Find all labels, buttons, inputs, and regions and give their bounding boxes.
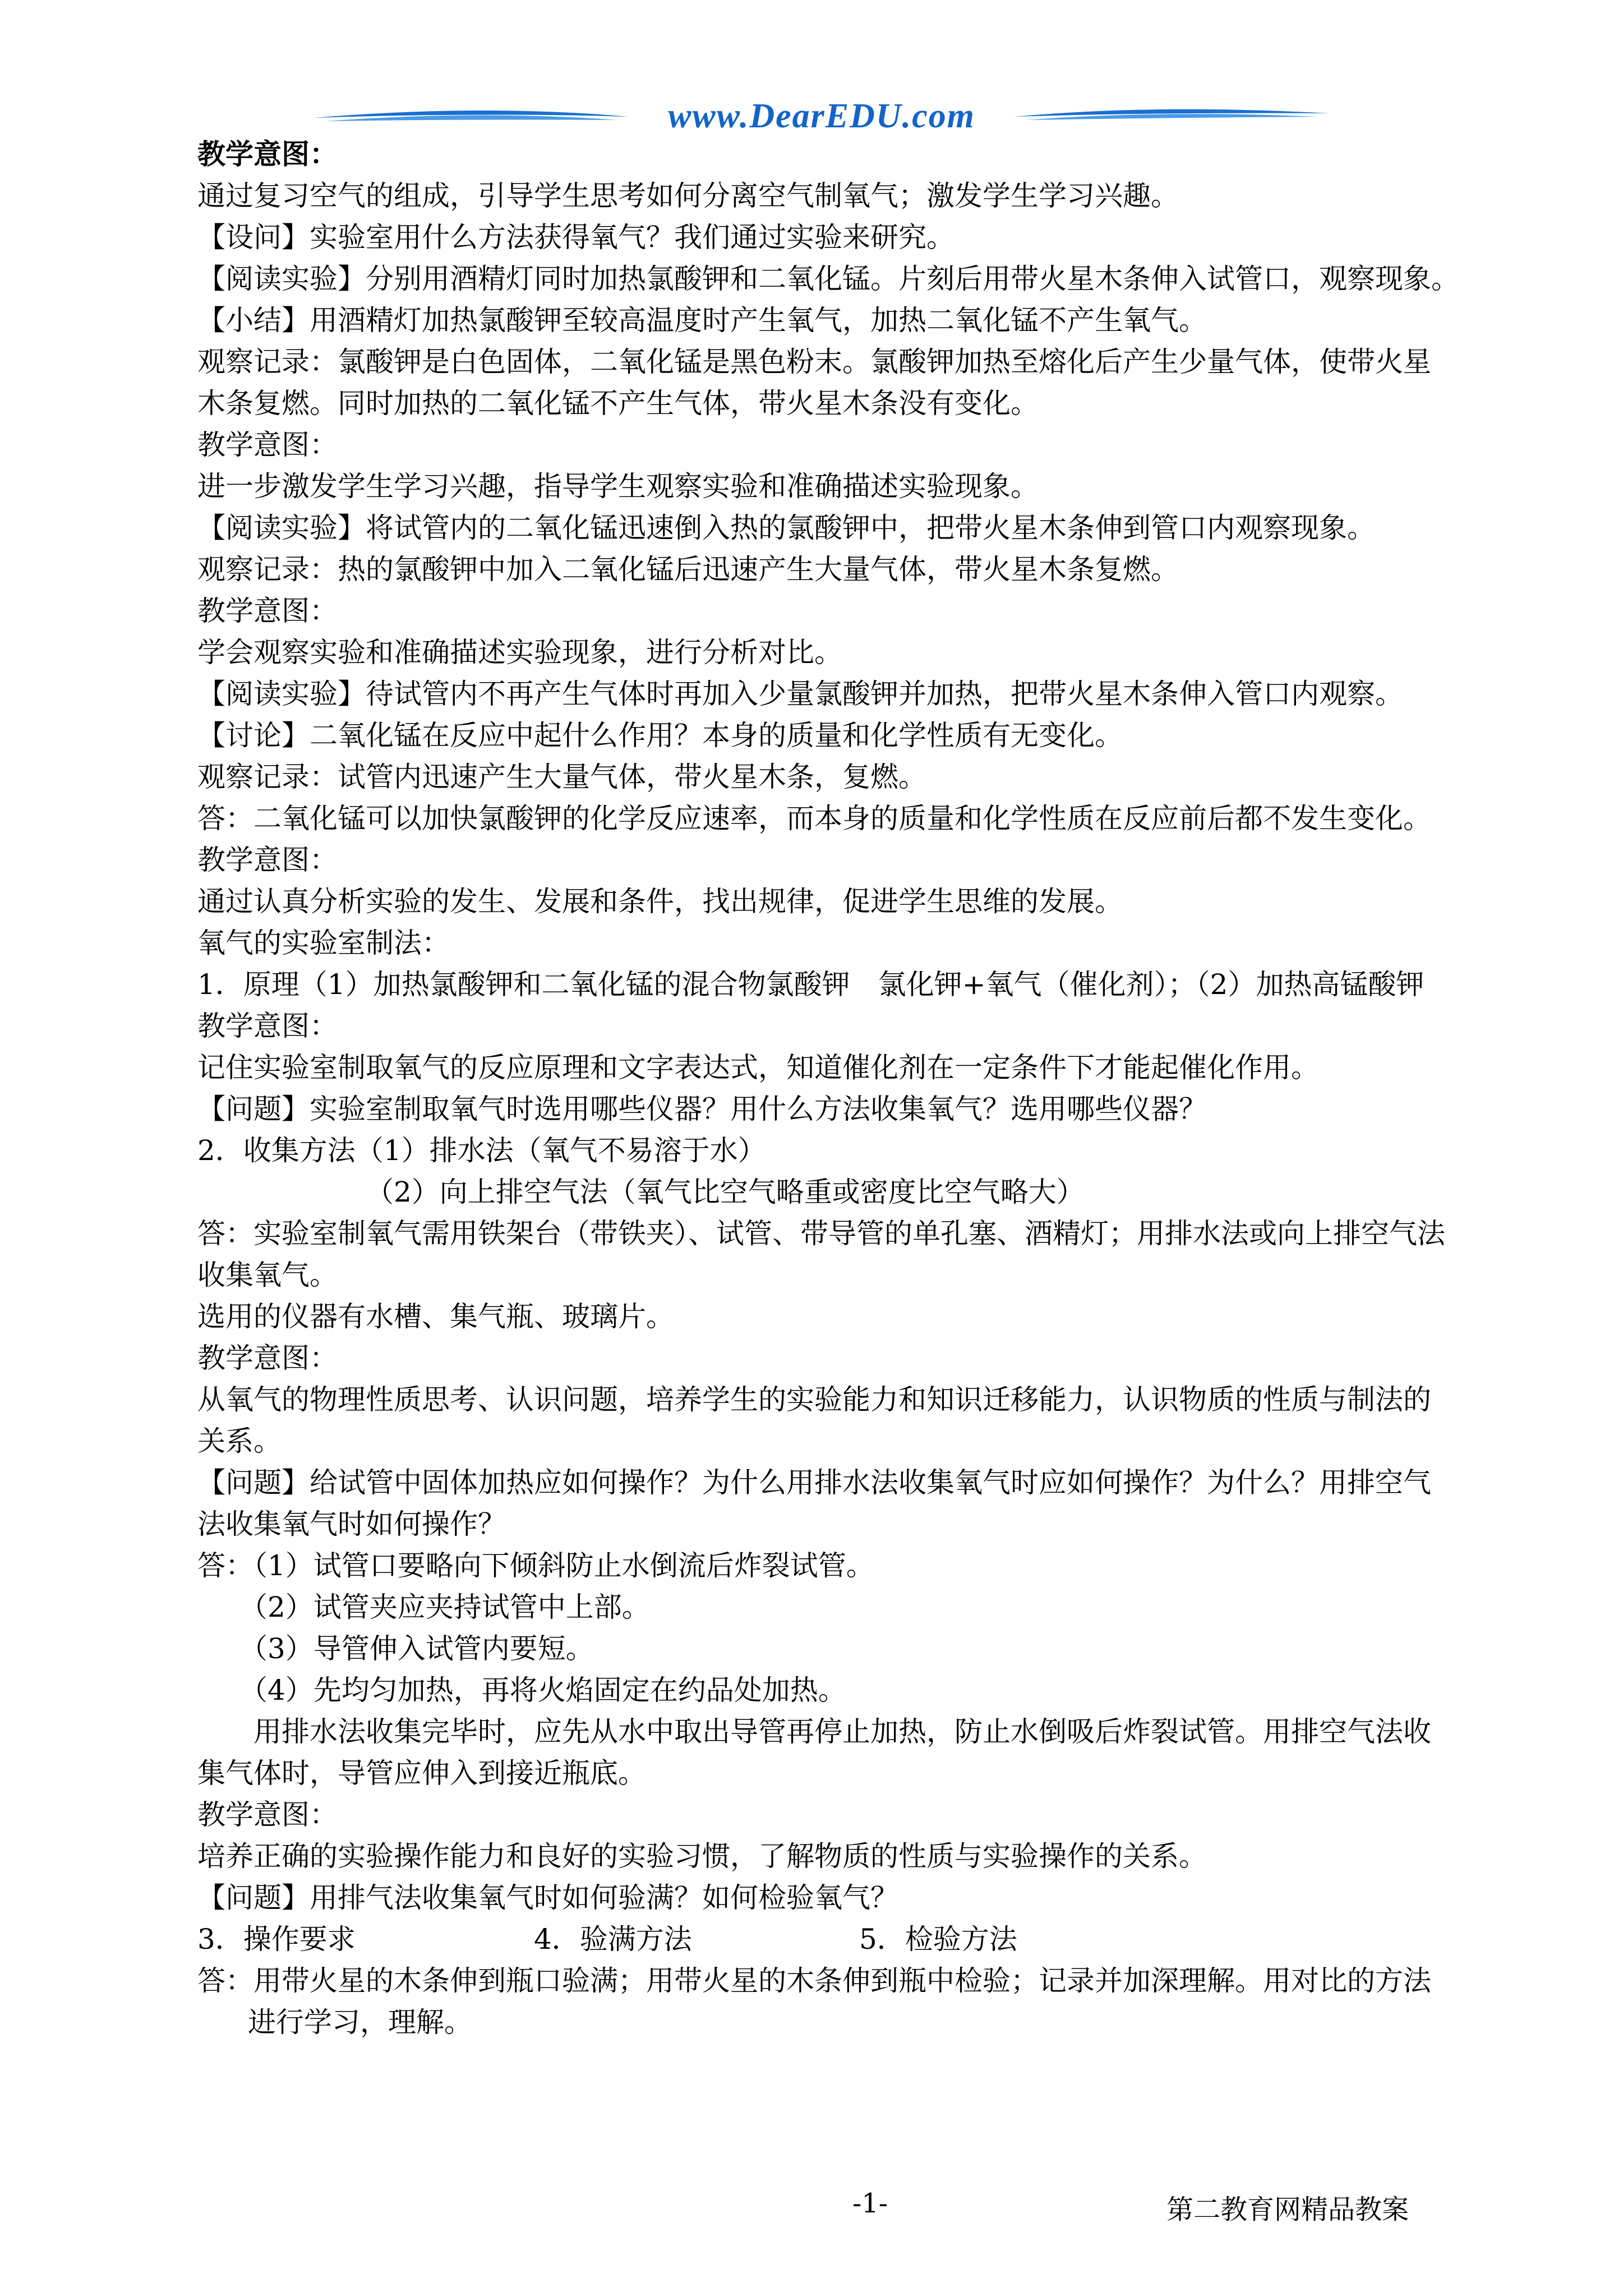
- text-line: 【阅读实验】分别用酒精灯同时加热氯酸钾和二氧化锰。片刻后用带火星木条伸入试管口，观察现象。: [197, 263, 1459, 295]
- text-line: （2）向上排空气法（氧气比空气略重或密度比空气略大）: [366, 1176, 1085, 1208]
- section-heading: 教学意图：: [197, 1342, 338, 1374]
- text-line: 【讨论】二氧化锰在反应中起什么作用？本身的质量和化学性质有无变化。: [197, 719, 1123, 752]
- section-heading: 教学意图：: [197, 1798, 338, 1831]
- text-line: 记住实验室制取氧气的反应原理和文字表达式，知道催化剂在一定条件下才能起催化作用。: [197, 1051, 1319, 1084]
- text-line: 培养正确的实验操作能力和良好的实验习惯，了解物质的性质与实验操作的关系。: [197, 1840, 1207, 1872]
- text-paragraph: 【问题】给试管中固体加热应如何操作？为什么用排水法收集氧气时应如何操作？为什么？用排空气法收集氧气时如何操作？: [197, 1466, 1431, 1540]
- page-number: -1-: [852, 2188, 888, 2219]
- text-paragraph: 答：用带火星的木条伸到瓶口验满；用带火星的木条伸到瓶中检验；记录并加深理解。用对比的方法进行学习，理解。: [197, 1964, 1431, 2039]
- section-heading: 教学意图：: [197, 1010, 338, 1042]
- text-line: 答：二氧化锰可以加快氯酸钾的化学反应速率，而本身的质量和化学性质在反应前后都不发生变化。: [197, 802, 1431, 835]
- text-paragraph: 从氧气的物理性质思考、认识问题，培养学生的实验能力和知识迁移能力，认识物质的性质与制法的关系。: [197, 1383, 1431, 1457]
- item-operation-requirements: 3．操作要求: [197, 1923, 356, 1955]
- text-line: （2）试管夹应夹持试管中上部。: [239, 1591, 650, 1623]
- text-line: 【小结】用酒精灯加热氯酸钾至较高温度时产生氧气，加热二氧化锰不产生氧气。: [197, 304, 1207, 337]
- text-paragraph: 观察记录：氯酸钾是白色固体，二氧化锰是黑色粉末。氯酸钾加热至熔化后产生少量气体，使带火星木条复燃。同时加热的二氧化锰不产生气体，带火星木条没有变化。: [197, 346, 1431, 420]
- text-line: 1．原理（1）加热氯酸钾和二氧化锰的混合物氯酸钾 氯化钾+氧气（催化剂）；（2）加热高锰酸钾: [197, 968, 1424, 1001]
- section-heading: 教学意图：: [197, 429, 338, 461]
- text-line: 【问题】用排气法收集氧气时如何验满？如何检验氧气？: [197, 1881, 898, 1914]
- section-heading: 教学意图：: [197, 844, 338, 876]
- lesson-content: [197, 134, 1459, 2043]
- text-line: （3）导管伸入试管内要短。: [239, 1632, 594, 1665]
- text-line: 【设问】实验室用什么方法获得氧气？我们通过实验来研究。: [197, 221, 955, 254]
- item-fullness-check: 4．验满方法: [534, 1923, 692, 1955]
- text-line: 氧气的实验室制法：: [197, 927, 450, 959]
- three-column-line: [197, 1918, 1448, 1960]
- text-line: 答：（1）试管口要略向下倾斜防止水倒流后炸裂试管。: [197, 1549, 874, 1582]
- section-heading: 教学意图：: [197, 595, 338, 627]
- text-line: 【阅读实验】将试管内的二氧化锰迅速倒入热的氯酸钾中，把带火星木条伸到管口内观察现象。: [197, 512, 1375, 544]
- text-line: 观察记录：试管内迅速产生大量气体，带火星木条，复燃。: [197, 761, 926, 793]
- section-heading: 教学意图：: [197, 137, 338, 171]
- text-line: 通过认真分析实验的发生、发展和条件，找出规律，促进学生思维的发展。: [197, 885, 1123, 918]
- text-line: 通过复习空气的组成，引导学生思考如何分离空气制氧气；激发学生学习兴趣。: [197, 180, 1179, 212]
- text-line: （4）先均匀加热，再将火焰固定在约品处加热。: [239, 1674, 846, 1706]
- site-logo-text: www.DearEDU.com: [668, 97, 975, 135]
- item-oxygen-test: 5．检验方法: [859, 1923, 1017, 1955]
- text-paragraph: 答：实验室制氧气需用铁架台（带铁夹）、试管、带导管的单孔塞、酒精灯；用排水法或向上排空气法收集氧气。: [197, 1217, 1445, 1291]
- text-line: 学会观察实验和准确描述实验现象，进行分析对比。: [197, 636, 842, 669]
- text-line: 2．收集方法（1）排水法（氧气不易溶于水）: [197, 1134, 766, 1167]
- text-line: 进一步激发学生学习兴趣，指导学生观察实验和准确描述实验现象。: [197, 470, 1039, 503]
- footer-source: 第二教育网精品教案: [1166, 2194, 1409, 2225]
- text-line: 选用的仪器有水槽、集气瓶、玻璃片。: [197, 1300, 674, 1333]
- text-line: 观察记录：热的氯酸钾中加入二氧化锰后迅速产生大量气体，带火星木条复燃。: [197, 553, 1179, 586]
- text-line: 【阅读实验】待试管内不再产生气体时再加入少量氯酸钾并加热，把带火星木条伸入管口内观察。: [197, 678, 1403, 710]
- text-line: 【问题】实验室制取氧气时选用哪些仪器？用什么方法收集氧气？选用哪些仪器？: [197, 1093, 1207, 1125]
- text-paragraph: 用排水法收集完毕时，应先从水中取出导管再停止加热，防止水倒吸后炸裂试管。用排空气法收集气体时，导管应伸入到接近瓶底。: [197, 1715, 1431, 1789]
